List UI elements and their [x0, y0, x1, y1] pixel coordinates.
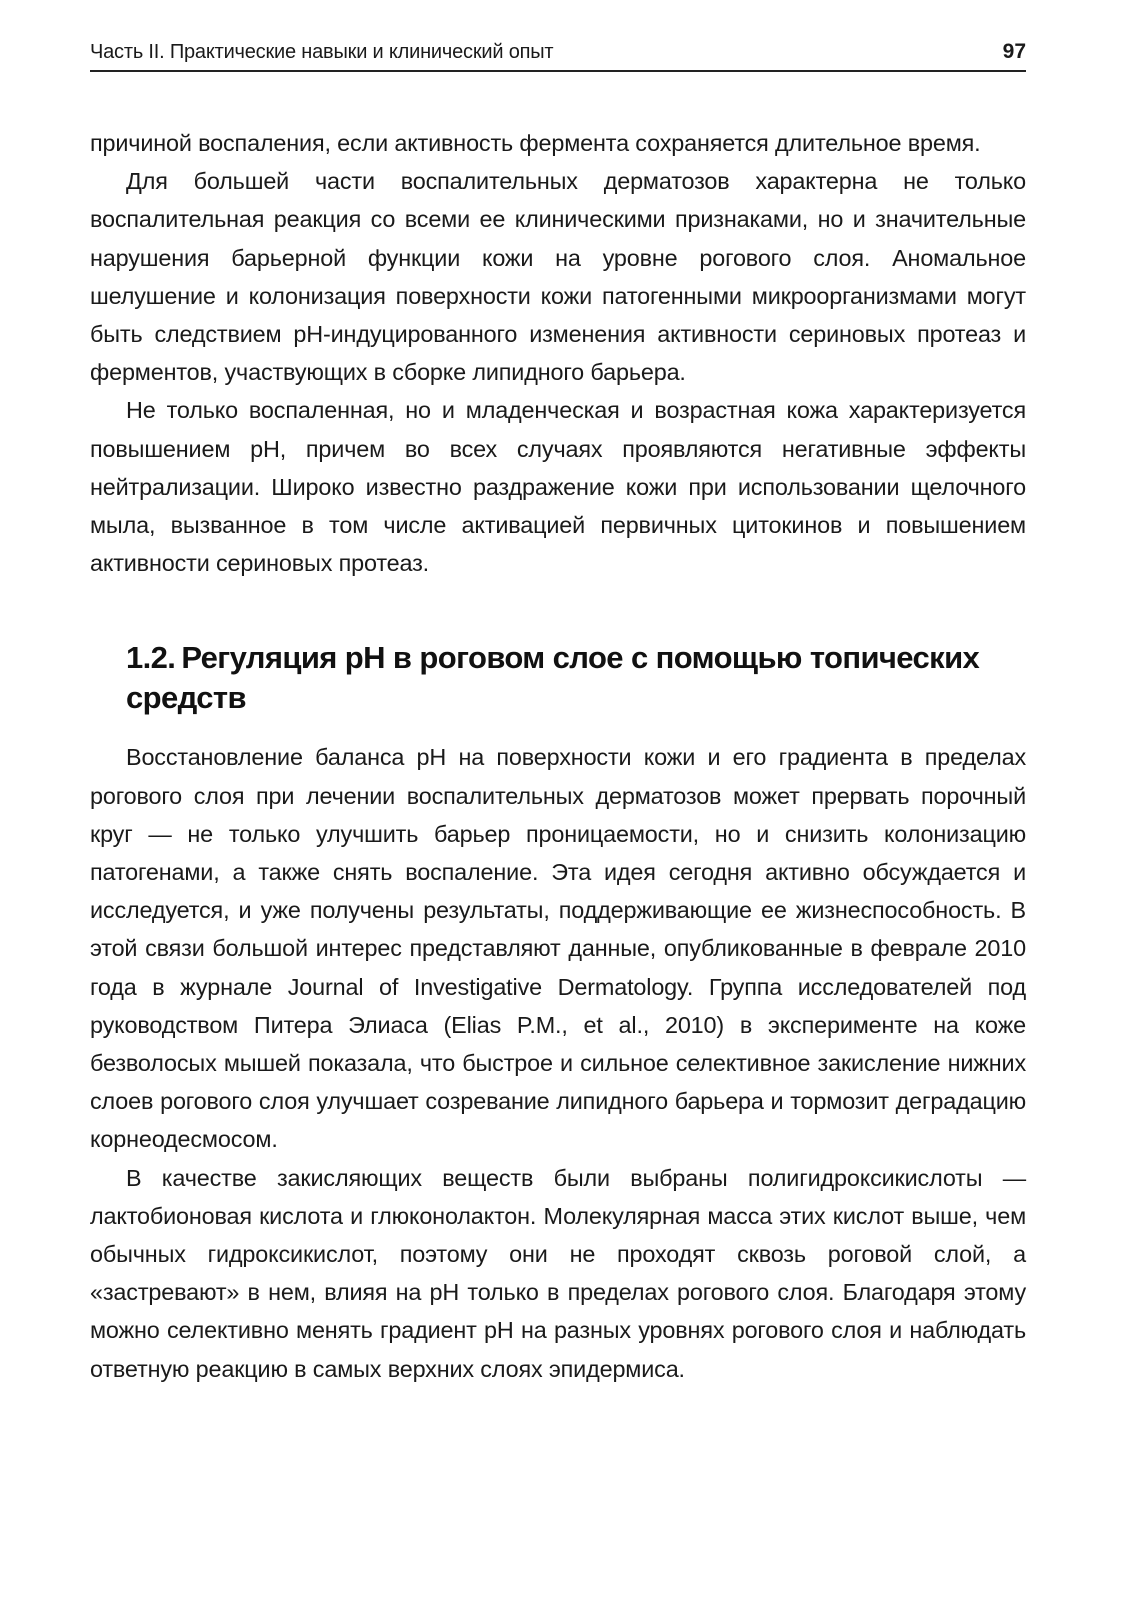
- section-title: Регуляция pH в роговом слое с помощью топических средств: [126, 640, 980, 716]
- paragraph: Для большей части воспалительных дерматозов характерна не только воспалительная реакция со всеми ее клиническими признаками, но и значительные нарушения барьерной функции кожи на уровне рогового слоя. Аномальное шелушение и колонизация поверхности кожи патогенными микроорганизмами могут быть следствием pH-индуцированного изменения активности сериновых протеаз и ферментов, участвующих в сборке липидного барьера.: [90, 168, 1026, 386]
- paragraph-continuation: причиной воспаления, если активность фермента сохраняется длительное время.: [90, 130, 981, 156]
- book-page: [90, 0, 1026, 1600]
- section-heading: [126, 638, 1026, 718]
- section-body: [90, 738, 1026, 1387]
- page-content: [90, 124, 1026, 1388]
- paragraph: В качестве закисляющих веществ были выбраны полигидроксикислоты — лактобионовая кислота и глюконолактон. Молекулярная масса этих кислот выше, чем обычных гидроксикислот, поэтому они не проходят сквозь роговой слой, а «застревают» в нем, влияя на pH только в пределах рогового слоя. Благодаря этому можно селективно менять градиент pH на разных уровнях рогового слоя и наблюдать ответную реакцию в самых верхних слоях эпидермиса.: [90, 1164, 1026, 1382]
- page-number: 97: [1002, 40, 1026, 63]
- running-header: [90, 38, 1026, 72]
- section-number: 1.2.: [126, 640, 176, 676]
- paragraph: Восстановление баланса pH на поверхности кожи и его градиента в пределах рогового слоя при лечении воспалительных дерматозов может прервать порочный круг — не только улучшить барьер проницаемости, но и снизить колонизацию патогенами, а также снять воспаление. Эта идея сегодня активно обсуждается и исследуется, и уже получены результаты, поддерживающие ее жизнеспособность. В этой связи большой интерес представляют данные, опубликованные в феврале 2010 года в журнале Journal of Investigative Dermatology. Группа исследователей под руководством Питера Элиаса (Elias P.M., et al., 2010) в эксперименте на коже безволосых мышей показала, что быстрое и сильное селективное закисление нижних слоев рогового слоя улучшает созревание липидного барьера и тормозит деградацию корнеодесмосом.: [90, 744, 1026, 1153]
- paragraph: Не только воспаленная, но и младенческая и возрастная кожа характеризуется повышением pH, причем во всех случаях проявляются негативные эффекты нейтрализации. Широко известно раздражение кожи при использовании щелочного мыла, вызванное в том числе активацией первичных цитокинов и повышением активности сериновых протеаз.: [90, 397, 1026, 577]
- running-title: Часть II. Практические навыки и клинический опыт: [90, 41, 554, 63]
